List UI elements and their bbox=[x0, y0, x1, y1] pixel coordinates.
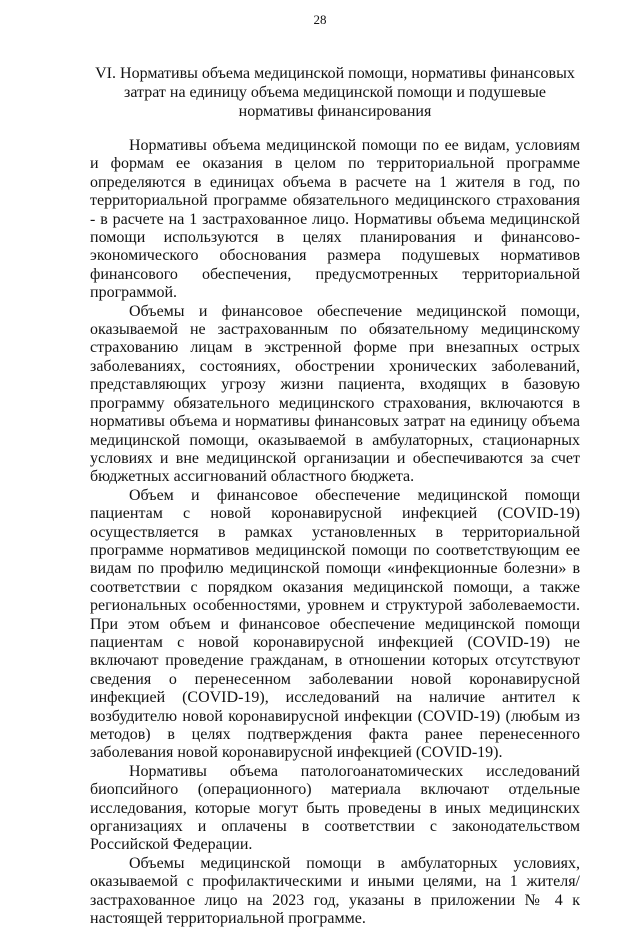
paragraph-outpatient-volumes: Объемы медицинской помощи в амбулаторных условиях, оказываемой с профилактическими и иными целями, на 1 жителя/застрахованное лицо на 2023 год, указаны в приложении № 4 к настоящей территориальной программе. bbox=[90, 854, 580, 928]
paragraph-uninsured-care: Объемы и финансовое обеспечение медицинской помощи, оказываемой не застрахованным по обязательному медицинскому страхованию лицам в экстренной форме при внезапных острых заболеваниях, состояниях, обострении хронических заболеваний, представляющих угрозу жизни пациента, входящих в базовую программу обязательного медицинского страхования, включаются в нормативы объема и нормативы финансовых затрат на единицу объема медицинской помощи, оказываемой в амбулаторных, стационарных условиях и вне медицинской организации и обеспечиваются за счет бюджетных ассигнований областного бюджета. bbox=[90, 302, 580, 486]
paragraph-covid-care: Объем и финансовое обеспечение медицинской помощи пациентам с новой коронавирусной инфекцией (COVID-19) осуществляется в рамках установленных в территориальной программе нормативов медицинской помощи по соответствующим ее видам по профилю медицинской помощи «инфекционные болезни» в соответствии с порядком оказания медицинской помощи, а также региональных особенностями, уровнем и структурой заболеваемости. При этом объем и финансовое обеспечение медицинской помощи пациентам с новой коронавирусной инфекцией (COVID-19) не включают проведение гражданам, в отношении которых отсутствуют сведения о перенесенном заболевании новой коронавирусной инфекцией (COVID-19), исследований на наличие антител к возбудителю новой коронавирусной инфекции (COVID-19) (любым из методов) в целях подтверждения факта ранее перенесенного заболевания новой коронавирусной инфекцией (COVID-19). bbox=[90, 486, 580, 762]
section-title: VI. Нормативы объема медицинской помощи, нормативы финансовых затрат на единицу объема медицинской помощи и подушевые нормативы финансирования bbox=[95, 65, 575, 120]
paragraph-pathology-studies: Нормативы объема патологоанатомических исследований биопсийного (операционного) материала включают отдельные исследования, которые могут быть проведены в иных медицинских организациях и оплачены в соответствии с законодательством Российской Федерации. bbox=[90, 762, 580, 854]
paragraph-volume-norms: Нормативы объема медицинской помощи по ее видам, условиям и формам ее оказания в целом по территориальной программе определяются в единицах объема в расчете на 1 жителя в год, по территориальной программе обязательного медицинского страхования - в расчете на 1 застрахованное лицо. Нормативы объема медицинской помощи используются в целях планирования и финансово-экономического обоснования размера подушевых нормативов финансового обеспечения, предусмотренных территориальной программой. bbox=[90, 137, 580, 302]
page-number: 28 bbox=[313, 12, 327, 27]
document-body bbox=[90, 137, 580, 928]
